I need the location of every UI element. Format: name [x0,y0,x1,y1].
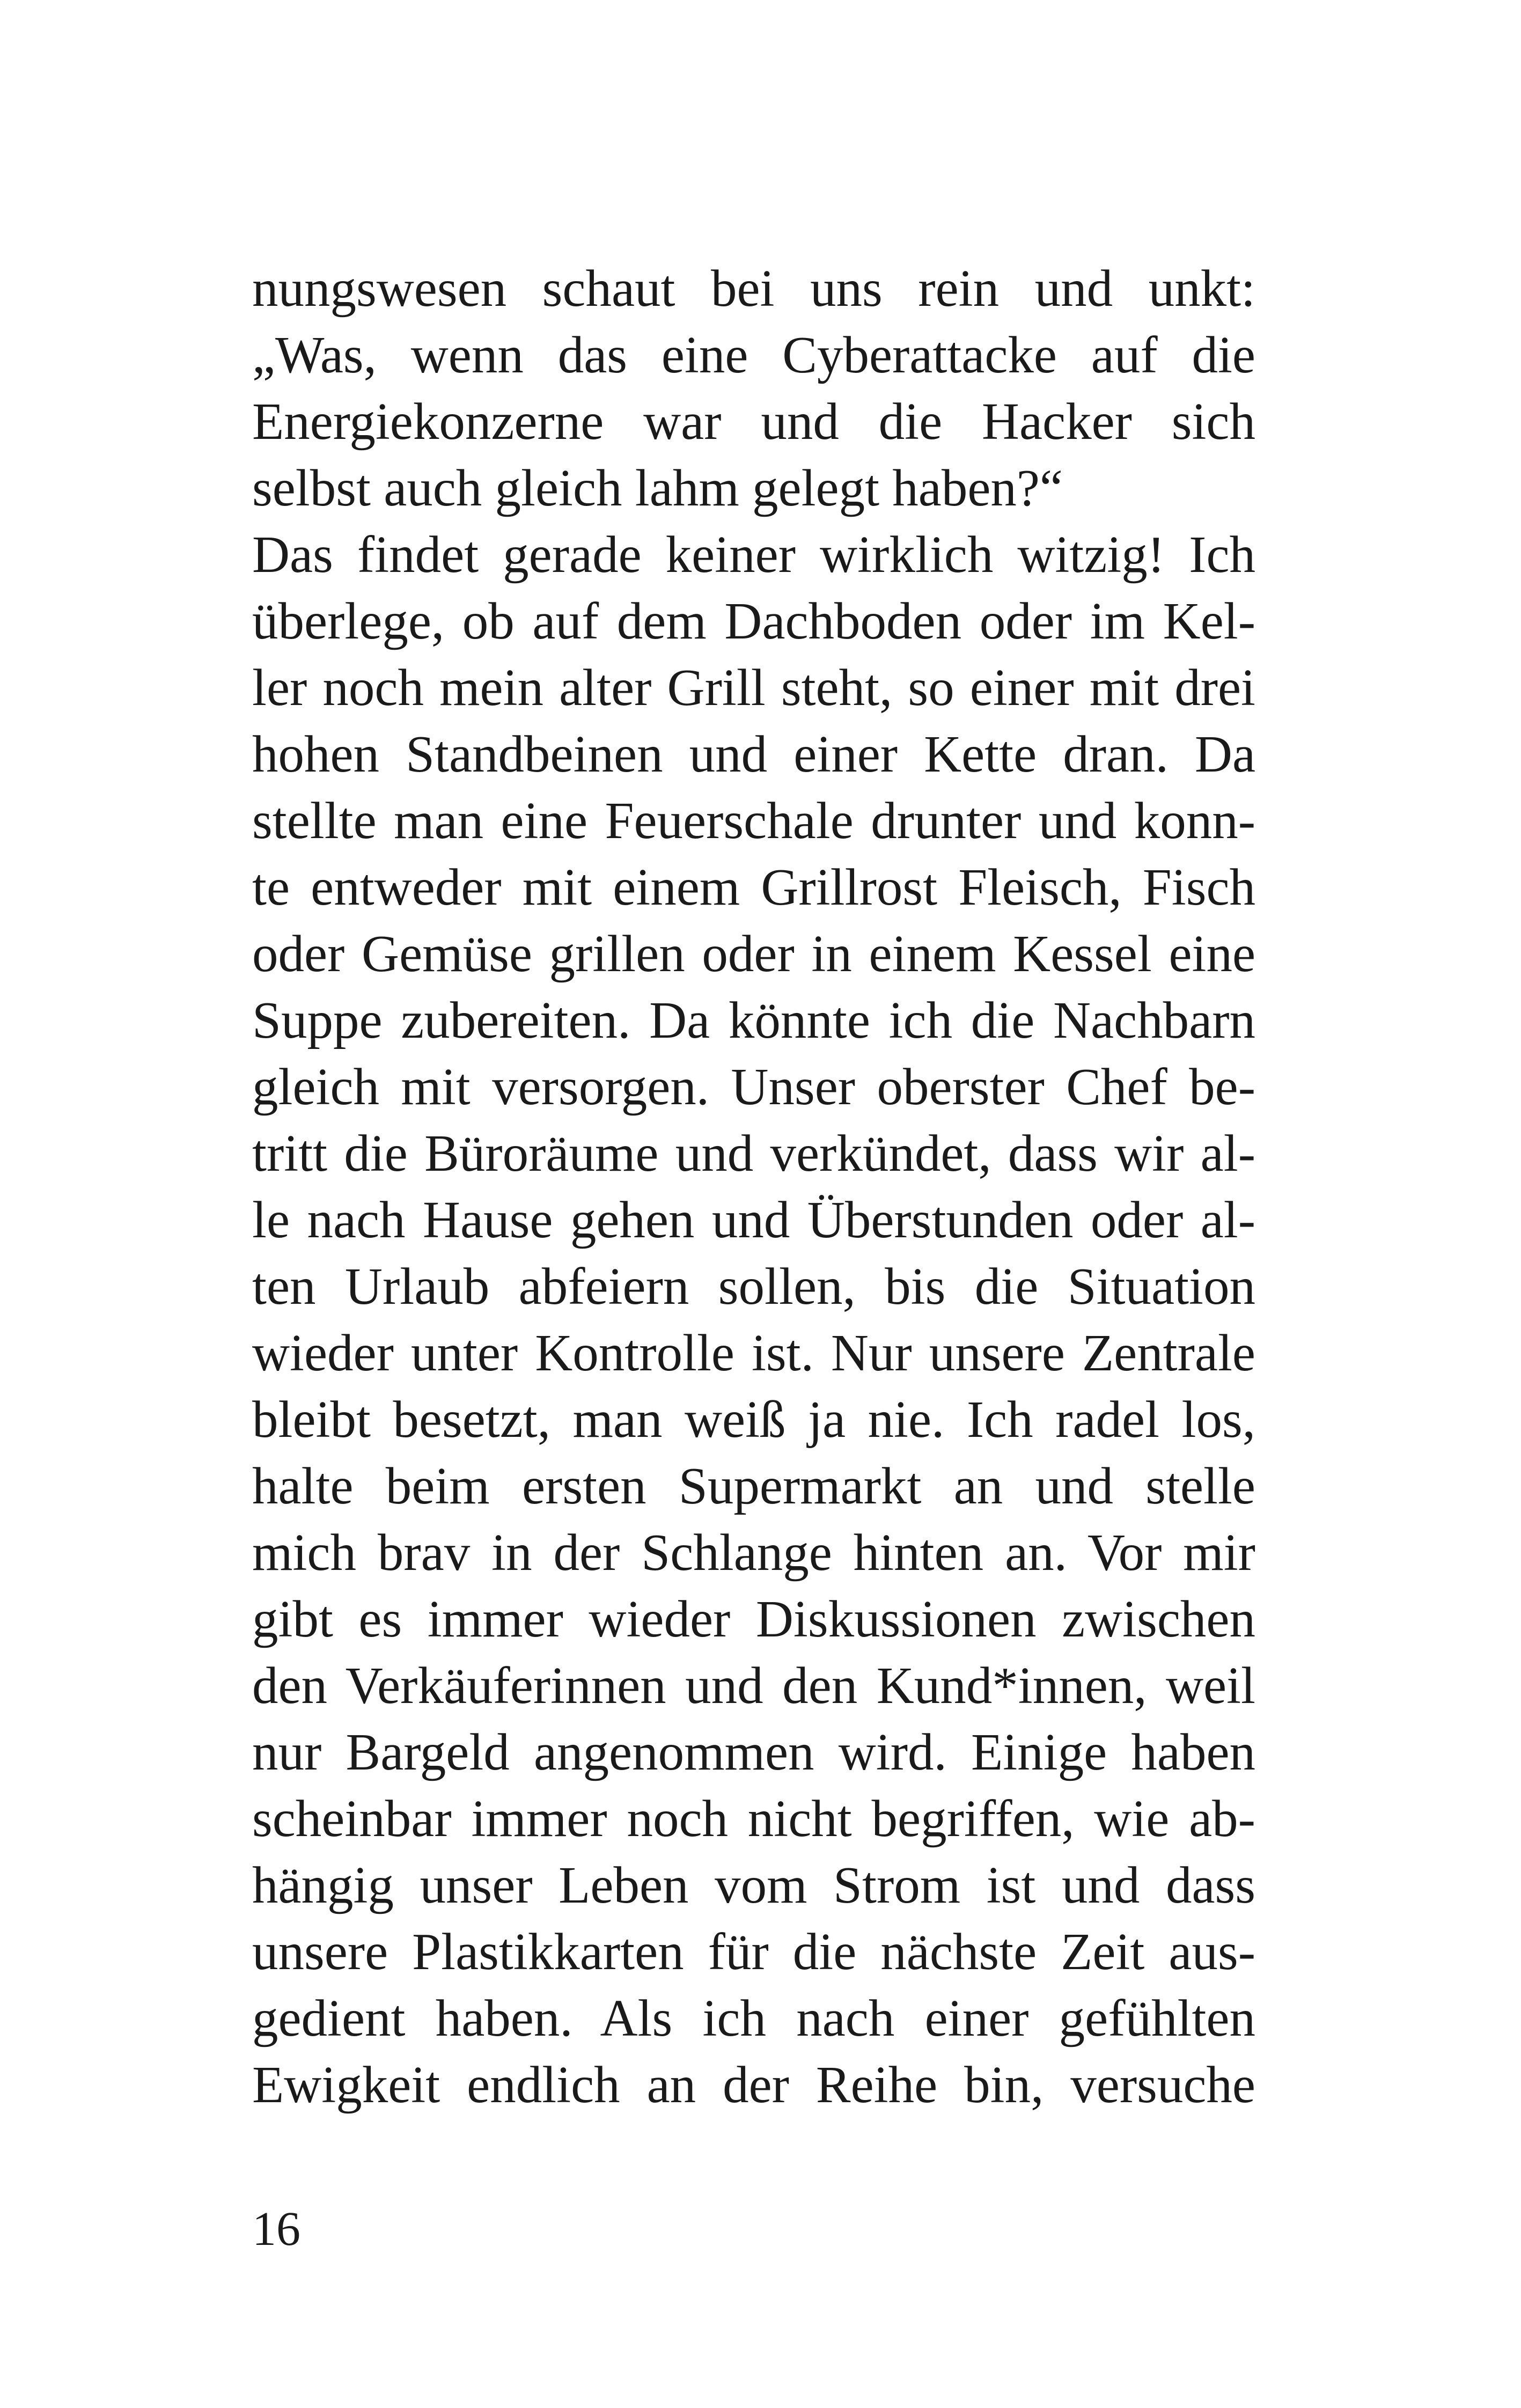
text-line: „Was, wenn das eine Cyberattacke auf die [252,326,1255,384]
text-line: gleich mit versorgen. Unser oberster Chef be- [252,1058,1255,1115]
text-line: Das findet gerade keiner wirklich witzig! Ich [252,526,1255,583]
text-line: mich brav in der Schlange hinten an. Vor mir [252,1524,1255,1581]
text-line: nur Bargeld angenommen wird. Einige haben [252,1723,1255,1781]
text-line: den Verkäuferinnen und den Kund*innen, weil [252,1657,1255,1714]
text-line: scheinbar immer noch nicht begriffen, wie ab- [252,1790,1255,1847]
body-text [252,255,1255,2118]
text-line: überlege, ob auf dem Dachboden oder im Kel- [252,592,1255,650]
text-line: oder Gemüse grillen oder in einem Kessel eine [252,925,1255,982]
text-line: gibt es immer wieder Diskussionen zwischen [252,1590,1255,1648]
text-line: halte beim ersten Supermarkt an und stelle [252,1457,1255,1515]
text-line: hängig unser Leben vom Strom ist und dass [252,1856,1255,1914]
text-line: ten Urlaub abfeiern sollen, bis die Situation [252,1258,1255,1315]
page-number: 16 [252,2203,300,2256]
text-line: le nach Hause gehen und Überstunden oder al- [252,1191,1255,1249]
text-line: stellte man eine Feuerschale drunter und konn- [252,792,1255,849]
text-line: Suppe zubereiten. Da könnte ich die Nachbarn [252,992,1255,1049]
text-line: wieder unter Kontrolle ist. Nur unsere Zentrale [252,1324,1255,1382]
text-line: tritt die Büroräume und verkündet, dass wir al- [252,1125,1255,1182]
text-line: selbst auch gleich lahm gelegt haben?“ [252,459,1063,517]
text-line: gedient haben. Als ich nach einer gefühlten [252,1989,1255,2047]
text-line: ler noch mein alter Grill steht, so einer mit drei [252,659,1255,716]
text-line: bleibt besetzt, man weiß ja nie. Ich radel los, [252,1391,1255,1448]
text-line: Energiekonzerne war und die Hacker sich [252,393,1255,450]
text-line: te entweder mit einem Grillrost Fleisch, Fisch [252,858,1255,916]
text-line: nungswesen schaut bei uns rein und unkt: [252,260,1255,317]
text-line: unsere Plastikkarten für die nächste Zeit aus- [252,1923,1255,1980]
text-line: Ewigkeit endlich an der Reihe bin, versuche [252,2056,1255,2113]
text-line: hohen Standbeinen und einer Kette dran. Da [252,725,1255,783]
